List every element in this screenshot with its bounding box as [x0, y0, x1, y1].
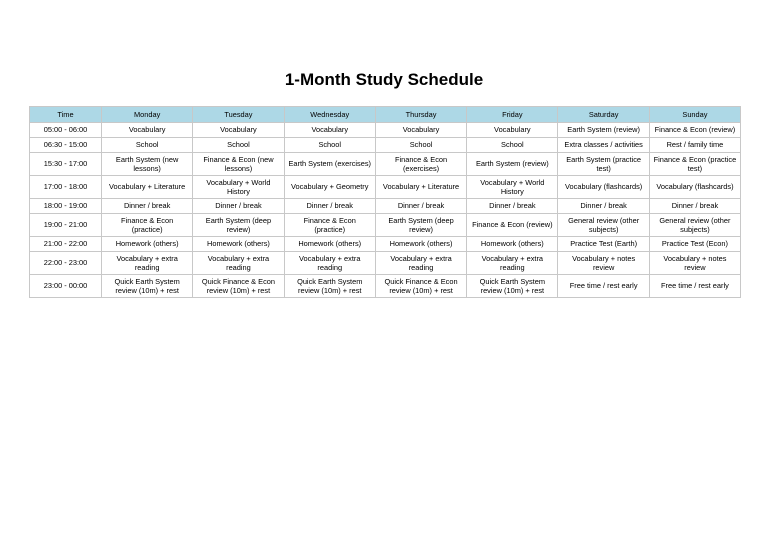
table-cell: School — [284, 138, 375, 153]
table-cell: Vocabulary + Literature — [102, 176, 193, 199]
table-row — [30, 252, 741, 275]
table-cell: Vocabulary + extra reading — [467, 252, 558, 275]
table-cell: Dinner / break — [558, 199, 649, 214]
table-cell: Practice Test (Econ) — [649, 237, 740, 252]
header-row — [30, 107, 741, 123]
time-cell: 19:00 - 21:00 — [30, 214, 102, 237]
table-cell: Earth System (deep review) — [375, 214, 466, 237]
table-cell: Earth System (review) — [558, 123, 649, 138]
schedule-table — [29, 106, 741, 298]
table-cell: Vocabulary (flashcards) — [649, 176, 740, 199]
table-cell: Dinner / break — [102, 199, 193, 214]
table-cell: Earth System (practice test) — [558, 153, 649, 176]
table-cell: Earth System (exercises) — [284, 153, 375, 176]
header-thursday: Thursday — [375, 107, 466, 123]
table-cell: General review (other subjects) — [558, 214, 649, 237]
table-cell: Earth System (review) — [467, 153, 558, 176]
header-monday: Monday — [102, 107, 193, 123]
table-cell: Vocabulary + World History — [467, 176, 558, 199]
time-cell: 23:00 - 00:00 — [30, 275, 102, 298]
table-cell: Earth System (deep review) — [193, 214, 284, 237]
table-row — [30, 199, 741, 214]
table-cell: Dinner / break — [467, 199, 558, 214]
table-cell: Earth System (new lessons) — [102, 153, 193, 176]
table-cell: Finance & Econ (practice) — [284, 214, 375, 237]
table-cell: Quick Finance & Econ review (10m) + rest — [193, 275, 284, 298]
time-cell: 21:00 - 22:00 — [30, 237, 102, 252]
table-cell: Vocabulary + Geometry — [284, 176, 375, 199]
time-cell: 18:00 - 19:00 — [30, 199, 102, 214]
table-cell: Vocabulary + extra reading — [193, 252, 284, 275]
table-cell: Free time / rest early — [558, 275, 649, 298]
table-cell: Vocabulary + extra reading — [284, 252, 375, 275]
table-cell: Finance & Econ (review) — [649, 123, 740, 138]
header-time: Time — [30, 107, 102, 123]
table-cell: Vocabulary + World History — [193, 176, 284, 199]
page-title: 1-Month Study Schedule — [284, 70, 484, 89]
table-cell: Homework (others) — [193, 237, 284, 252]
table-cell: Vocabulary + Literature — [375, 176, 466, 199]
time-cell: 17:00 - 18:00 — [30, 176, 102, 199]
table-cell: Dinner / break — [193, 199, 284, 214]
table-cell: Quick Finance & Econ review (10m) + rest — [375, 275, 466, 298]
table-cell: Practice Test (Earth) — [558, 237, 649, 252]
table-cell: Finance & Econ (exercises) — [375, 153, 466, 176]
table-cell: Homework (others) — [284, 237, 375, 252]
table-row — [30, 123, 741, 138]
table-cell: Vocabulary — [284, 123, 375, 138]
table-cell: Dinner / break — [649, 199, 740, 214]
table-row — [30, 214, 741, 237]
table-cell: Vocabulary — [102, 123, 193, 138]
table-cell: General review (other subjects) — [649, 214, 740, 237]
table-cell: Finance & Econ (review) — [467, 214, 558, 237]
table-cell: Vocabulary — [375, 123, 466, 138]
header-tuesday: Tuesday — [193, 107, 284, 123]
table-cell: Vocabulary + extra reading — [102, 252, 193, 275]
table-cell: Quick Earth System review (10m) + rest — [102, 275, 193, 298]
table-cell: School — [102, 138, 193, 153]
time-cell: 15:30 - 17:00 — [30, 153, 102, 176]
table-cell: Quick Earth System review (10m) + rest — [467, 275, 558, 298]
table-cell: School — [193, 138, 284, 153]
table-cell: Vocabulary — [193, 123, 284, 138]
table-row — [30, 275, 741, 298]
table-cell: Quick Earth System review (10m) + rest — [284, 275, 375, 298]
table-cell: Vocabulary + notes review — [649, 252, 740, 275]
time-cell: 05:00 - 06:00 — [30, 123, 102, 138]
table-cell: Homework (others) — [375, 237, 466, 252]
table-cell: Finance & Econ (practice) — [102, 214, 193, 237]
table-cell: Finance & Econ (practice test) — [649, 153, 740, 176]
table-cell: Vocabulary — [467, 123, 558, 138]
time-cell: 22:00 - 23:00 — [30, 252, 102, 275]
table-cell: Vocabulary + extra reading — [375, 252, 466, 275]
table-cell: School — [375, 138, 466, 153]
table-row — [30, 237, 741, 252]
table-cell: Extra classes / activities — [558, 138, 649, 153]
table-row — [30, 153, 741, 176]
time-cell: 06:30 - 15:00 — [30, 138, 102, 153]
header-sunday: Sunday — [649, 107, 740, 123]
table-cell: Homework (others) — [467, 237, 558, 252]
table-cell: Rest / family time — [649, 138, 740, 153]
table-cell: School — [467, 138, 558, 153]
table-cell: Dinner / break — [375, 199, 466, 214]
header-wednesday: Wednesday — [284, 107, 375, 123]
table-cell: Dinner / break — [284, 199, 375, 214]
table-cell: Finance & Econ (new lessons) — [193, 153, 284, 176]
header-friday: Friday — [467, 107, 558, 123]
table-cell: Free time / rest early — [649, 275, 740, 298]
table-cell: Vocabulary (flashcards) — [558, 176, 649, 199]
table-cell: Homework (others) — [102, 237, 193, 252]
table-cell: Vocabulary + notes review — [558, 252, 649, 275]
table-row — [30, 138, 741, 153]
header-saturday: Saturday — [558, 107, 649, 123]
table-row — [30, 176, 741, 199]
